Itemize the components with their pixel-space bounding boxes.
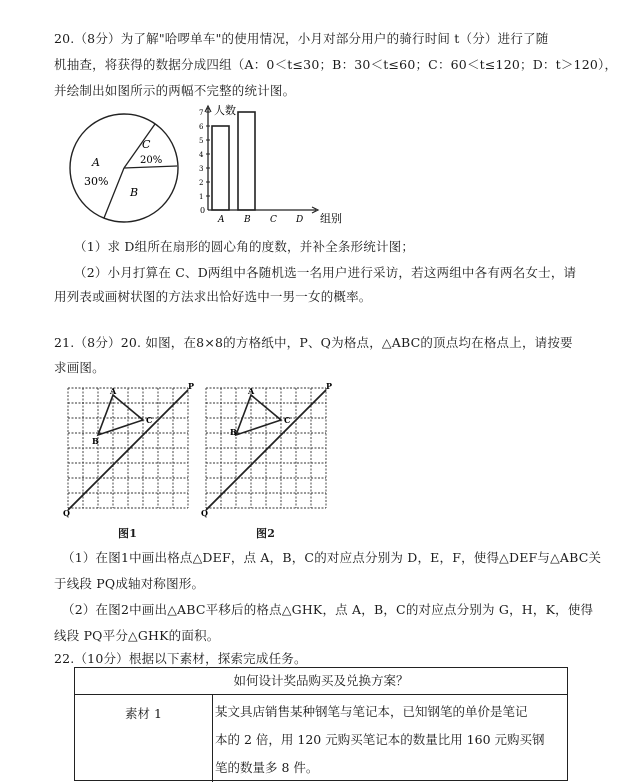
bar-tick-label: 5 <box>199 137 204 145</box>
material-label: 素材 1 <box>75 694 213 782</box>
fig2-caption: 图2 <box>256 527 276 540</box>
pie-label-c: C <box>142 138 151 151</box>
grid-lines-2 <box>206 388 326 508</box>
q20-sub2a: （2）小月打算在 C、D两组中各随机选一名用户进行采访，若这两组中各有两名女士，请 <box>74 265 577 280</box>
table-header: 如何设计奖品购买及兑换方案？ <box>75 668 567 695</box>
q22-line1: 22.（10分）根据以下素材，探索完成任务。 <box>54 651 307 666</box>
bar-y-title: 人数 <box>214 104 236 117</box>
bar-cat-b: B <box>244 215 251 225</box>
pie-label-b: B <box>130 186 139 199</box>
label-b-2: B <box>230 427 237 437</box>
bar-chart <box>196 102 356 226</box>
triangle-abc-2 <box>236 395 281 435</box>
label-q-1: Q <box>63 508 70 518</box>
grid-figure-2 <box>200 382 340 522</box>
pie-pct-c: 20% <box>140 155 163 166</box>
material-content <box>215 698 563 782</box>
label-p-1: P <box>188 382 195 391</box>
q20-line2: 机抽查，将获得的数据分成四组（A：0＜t≤30；B：30＜t≤60；C：60＜t≤120；D：t＞120）， <box>54 57 618 72</box>
bar-tick-label: 6 <box>199 123 204 131</box>
bar-tick-label: 1 <box>199 193 204 201</box>
bar-cat-a: A <box>218 215 225 225</box>
bar-origin: 0 <box>200 206 206 215</box>
material-table <box>74 667 568 781</box>
bar-marks <box>212 112 255 210</box>
q21-line1: 21.（8分）20. 如图，在8×8的方格纸中，P、Q为格点，△ABC的顶点均在格点上，请按要 <box>54 335 573 350</box>
q20-line3: 并绘制出如图所示的两幅不完整的统计图。 <box>54 83 296 98</box>
material-line: 本的 2 倍，用 120 元购买笔记本的数量比用 160 元购买钢 <box>215 732 545 747</box>
label-a-1: A <box>110 386 117 396</box>
grid-lines-1 <box>68 388 188 508</box>
bar-tick-label: 7 <box>199 109 204 117</box>
pie-label-a: A <box>92 156 100 169</box>
label-b-1: B <box>92 436 99 446</box>
pie-pct-a: 30% <box>84 175 109 188</box>
label-p-2: P <box>326 382 333 391</box>
bar-tick-label: 2 <box>199 179 204 187</box>
bar-tick-label: 3 <box>199 165 204 173</box>
bar-cat-d: D <box>296 215 304 225</box>
triangle-abc-1 <box>98 395 143 435</box>
label-q-2: Q <box>201 508 208 518</box>
label-a-2: A <box>248 386 255 396</box>
q20-line1: 20.（8分）为了解"哈啰单车"的使用情况，小月对部分用户的骑行时间 t（分）进行了随 <box>54 31 549 46</box>
bar-x-title: 组别 <box>320 212 342 225</box>
pie-chart <box>62 108 188 234</box>
fig1-caption: 图1 <box>118 527 138 540</box>
q21-sub1b: 于线段 PQ成轴对称图形。 <box>54 576 205 591</box>
bar-cat-c: C <box>270 215 277 225</box>
q21-sub1a: （1）在图1中画出格点△DEF，点 A，B，C的对应点分别为 D，E，F，使得△DEF与△ABC关 <box>62 550 602 565</box>
q20-sub1: （1）求 D组所在扇形的圆心角的度数，并补全条形统计图； <box>74 239 415 254</box>
q20-sub2b: 用列表或画树状图的方法求出恰好选中一男一女的概率。 <box>54 289 372 304</box>
bar-B <box>238 112 255 210</box>
q21-line2: 求画图。 <box>54 360 105 375</box>
material-line: 笔的数量多 8 件。 <box>215 760 319 775</box>
grid-figure-1 <box>62 382 202 522</box>
label-c-1: C <box>146 415 153 425</box>
label-c-2: C <box>284 415 291 425</box>
pie-divider-cb <box>124 166 177 168</box>
bar-A <box>212 126 229 210</box>
q21-sub2b: 线段 PQ平分△GHK的面积。 <box>54 628 220 643</box>
q21-sub2a: （2）在图2中画出△ABC平移后的格点△GHK，点 A，B，C的对应点分别为 G，H，K，使得 <box>62 602 594 617</box>
bar-tick-label: 4 <box>199 151 204 159</box>
material-line: 某文具店销售某种钢笔与笔记本，已知钢笔的单价是笔记 <box>215 704 528 719</box>
